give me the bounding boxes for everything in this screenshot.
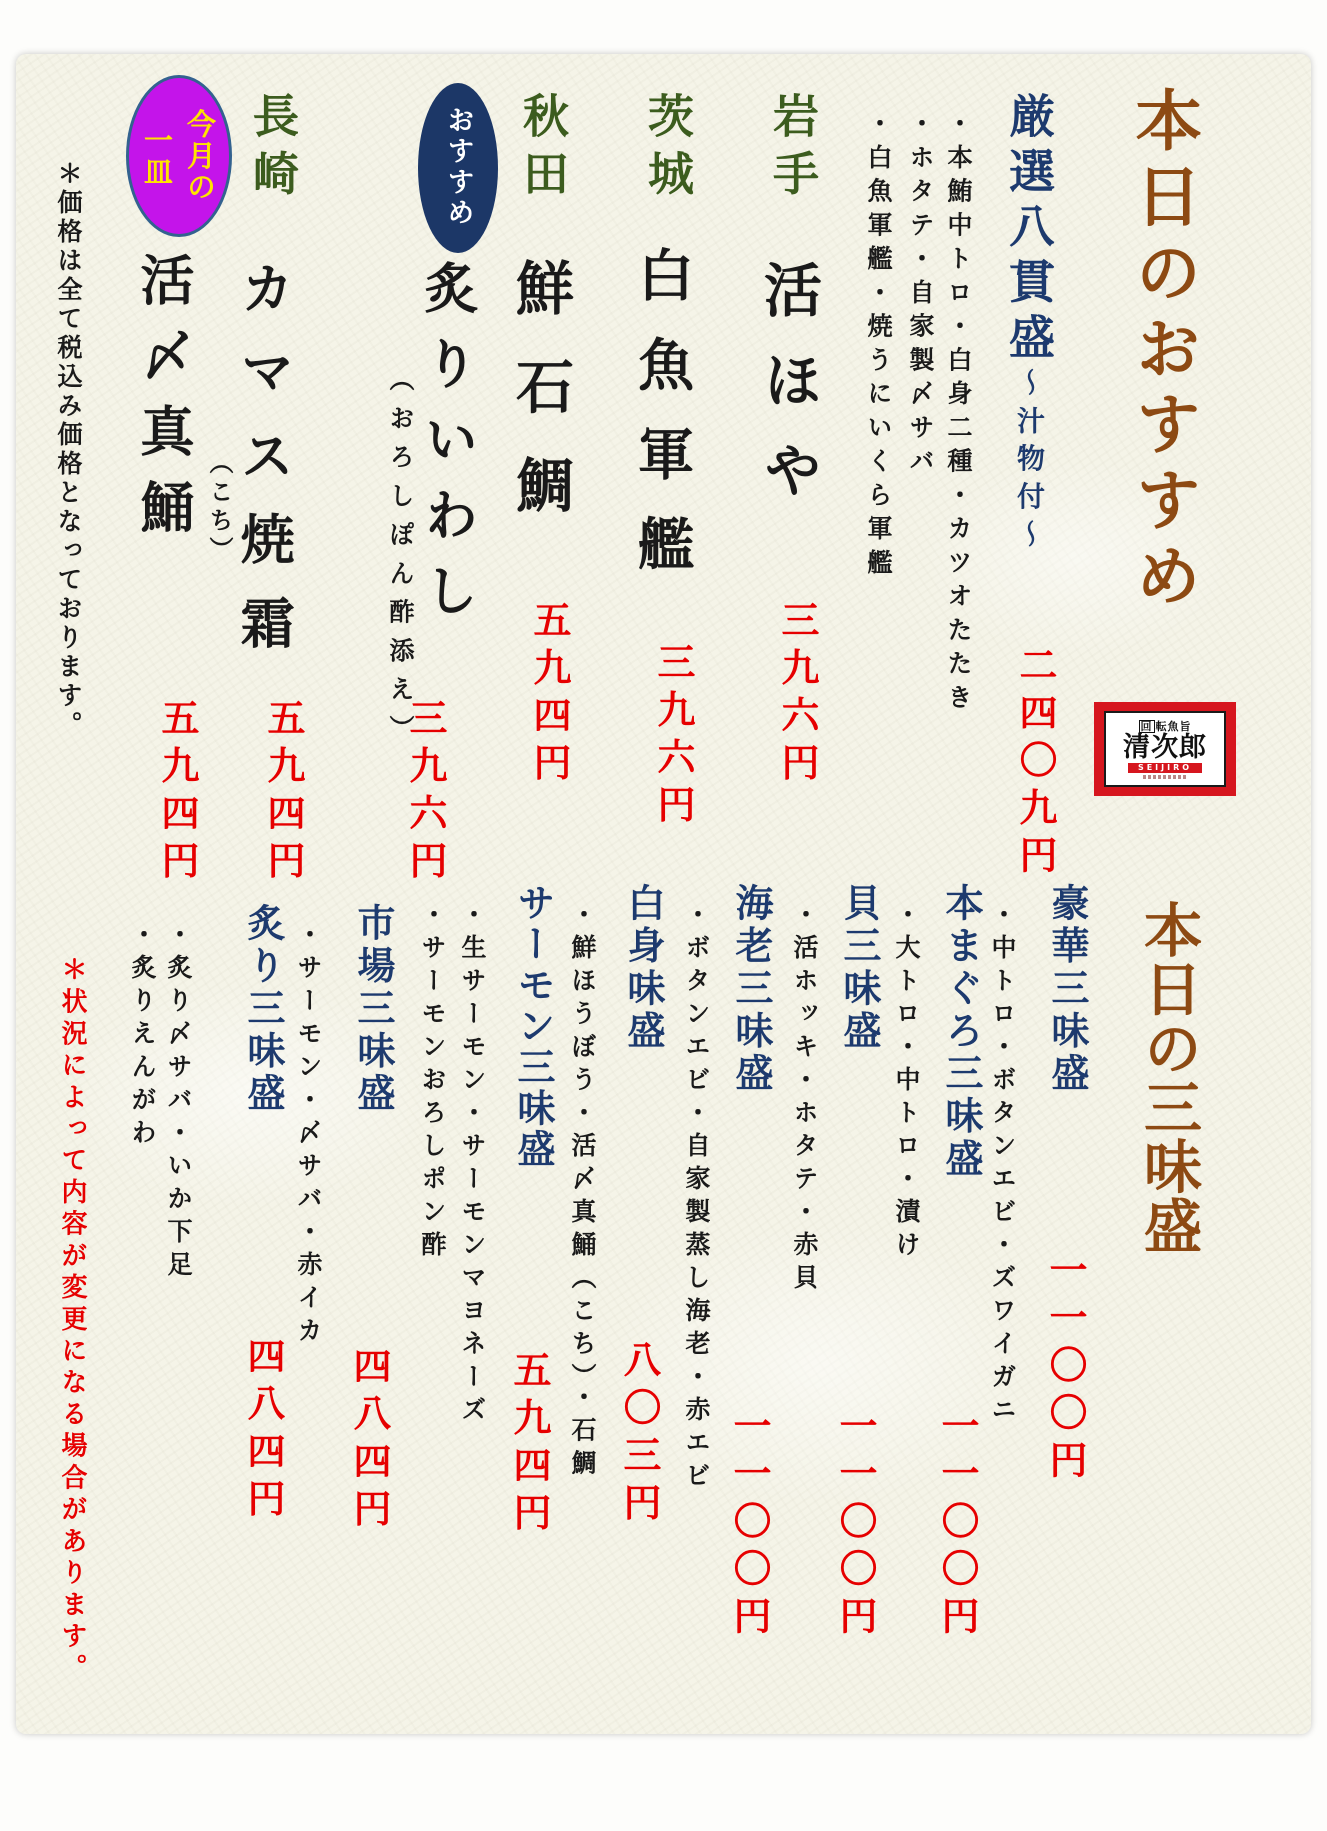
platter-name-salmon: サーモン三味盛 [511, 883, 556, 1171]
item-name-ishidai: 鮮石鯛 [506, 258, 574, 554]
contents-change-note: ＊状況によって内容が変更になる場合があります。 [57, 956, 87, 1686]
platter-price-aburi: 四八四円 [241, 1336, 286, 1526]
platter-price-gouka: 一一〇〇円 [1043, 1250, 1088, 1488]
item-name-shirauo-gunkan: 白魚軍艦 [629, 246, 695, 605]
bottom-section-title: 本日の三味盛 [1134, 900, 1202, 1255]
platter-sub-honmaguro: ・大トロ・中トロ・漬け [892, 901, 921, 1264]
logo-fine-print-decoration [1143, 775, 1187, 779]
platter-price-ichiba: 四八四円 [347, 1346, 392, 1536]
special-item-header-column [996, 92, 1062, 557]
platter-sub-shiromi: ・鮮ほうぼう・活〆真鯒（こち）・石鯛 [568, 901, 597, 1483]
item-region-nagasaki: 長崎 [246, 92, 300, 207]
seijiro-logo-inner [1104, 711, 1226, 787]
platter-sub-kai: ・活ホッキ・ホタテ・赤貝 [790, 901, 819, 1297]
platter-name-ichiba: 市場三味盛 [351, 903, 396, 1116]
special-item-name: 厳選八貫盛 [1002, 92, 1056, 368]
platter-sub-ebi: ・ボタンエビ・自家製蒸し海老・赤エビ [682, 901, 711, 1495]
special-item-sub-2: ・白魚軍艦・焼うにいくら軍艦 [864, 110, 893, 583]
platter-name-aburi: 炙り三味盛 [241, 903, 286, 1116]
item-region-ibaraki: 茨城 [641, 92, 695, 207]
platter-sub-salmon-0: ・生サーモン・サーモンマヨネーズ [458, 901, 487, 1429]
item-name-kamasu-yakishimo: カマス焼霜 [232, 260, 296, 679]
recommended-badge-label: おすすめ [442, 106, 474, 230]
special-item-price: 二四〇九円 [1013, 645, 1058, 883]
special-item-sub-0: ・本鮪中トロ・白身二種・カツオたたき [944, 110, 973, 718]
item-name-magochi: 活〆真鯒 [132, 252, 196, 555]
item-region-akita: 秋田 [516, 92, 570, 207]
item-price-kamasu-yakishimo: 五九四円 [261, 698, 306, 888]
dish-of-the-month-badge-line1: 今月の [183, 109, 217, 203]
item-price-magochi: 五九四円 [155, 698, 200, 888]
item-name-hoya: 活ほや [754, 260, 822, 530]
platter-sub-aburi-1: ・炙りえんがわ [128, 921, 157, 1152]
platter-name-honmaguro: 本まぐろ三味盛 [939, 883, 984, 1181]
item-note-kochi-reading: （こち） [205, 450, 234, 566]
item-name-aburi-iwashi: 炙りいわし [416, 260, 480, 638]
platter-price-shiromi: 八〇三円 [617, 1340, 662, 1530]
item-price-hoya: 三九六円 [775, 600, 820, 790]
platter-price-ebi: 一一〇〇円 [727, 1406, 772, 1644]
logo-roman-name: SEIJIRO [1128, 763, 1202, 773]
item-note-oroshi-ponzu: （おろしぽん酢添え） [386, 366, 415, 754]
item-price-ishidai: 五九四円 [527, 600, 572, 790]
dish-of-the-month-badge [126, 75, 232, 237]
item-region-iwate: 岩手 [766, 92, 820, 207]
dish-of-the-month-badge-line2: 一皿 [140, 124, 174, 188]
top-section-title: 本日のおすすめ [1124, 86, 1202, 618]
platter-sub-aburi-0: ・炙り〆サバ・いか下足 [164, 921, 193, 1284]
logo-tagline-rest: 転魚旨 [1155, 719, 1192, 733]
platter-name-kai: 貝三味盛 [837, 883, 882, 1054]
platter-price-honmaguro: 一一〇〇円 [935, 1406, 980, 1644]
tax-included-note: ＊価格は全て税込み価格となっております。 [54, 160, 83, 740]
platter-name-shiromi: 白身味盛 [621, 883, 666, 1054]
item-price-shirauo-gunkan: 三九六円 [651, 642, 696, 832]
recommended-badge [418, 83, 498, 253]
logo-tagline-boxed-char: 回 [1140, 719, 1153, 733]
seijiro-logo [1094, 702, 1236, 796]
platter-sub-salmon-1: ・サーモンおろしポン酢 [418, 901, 447, 1264]
platter-sub-ichiba: ・サーモン・〆サバ・赤イカ [294, 921, 323, 1350]
item-price-aburi-iwashi: 三九六円 [403, 698, 448, 888]
special-item-sub-1: ・ホタテ・自家製〆サバ [906, 110, 935, 482]
platter-name-ebi: 海老三味盛 [729, 883, 774, 1096]
platter-price-salmon: 五九四円 [507, 1350, 552, 1540]
platter-sub-gouka: ・中トロ・ボタンエビ・ズワイガニ [988, 901, 1017, 1429]
logo-tagline [1139, 720, 1192, 733]
special-item-name-suffix: ～汁物付～ [1013, 368, 1046, 557]
platter-name-gouka: 豪華三味盛 [1045, 883, 1090, 1096]
logo-name: 清次郎 [1123, 731, 1207, 763]
platter-price-kai: 一一〇〇円 [833, 1406, 878, 1644]
